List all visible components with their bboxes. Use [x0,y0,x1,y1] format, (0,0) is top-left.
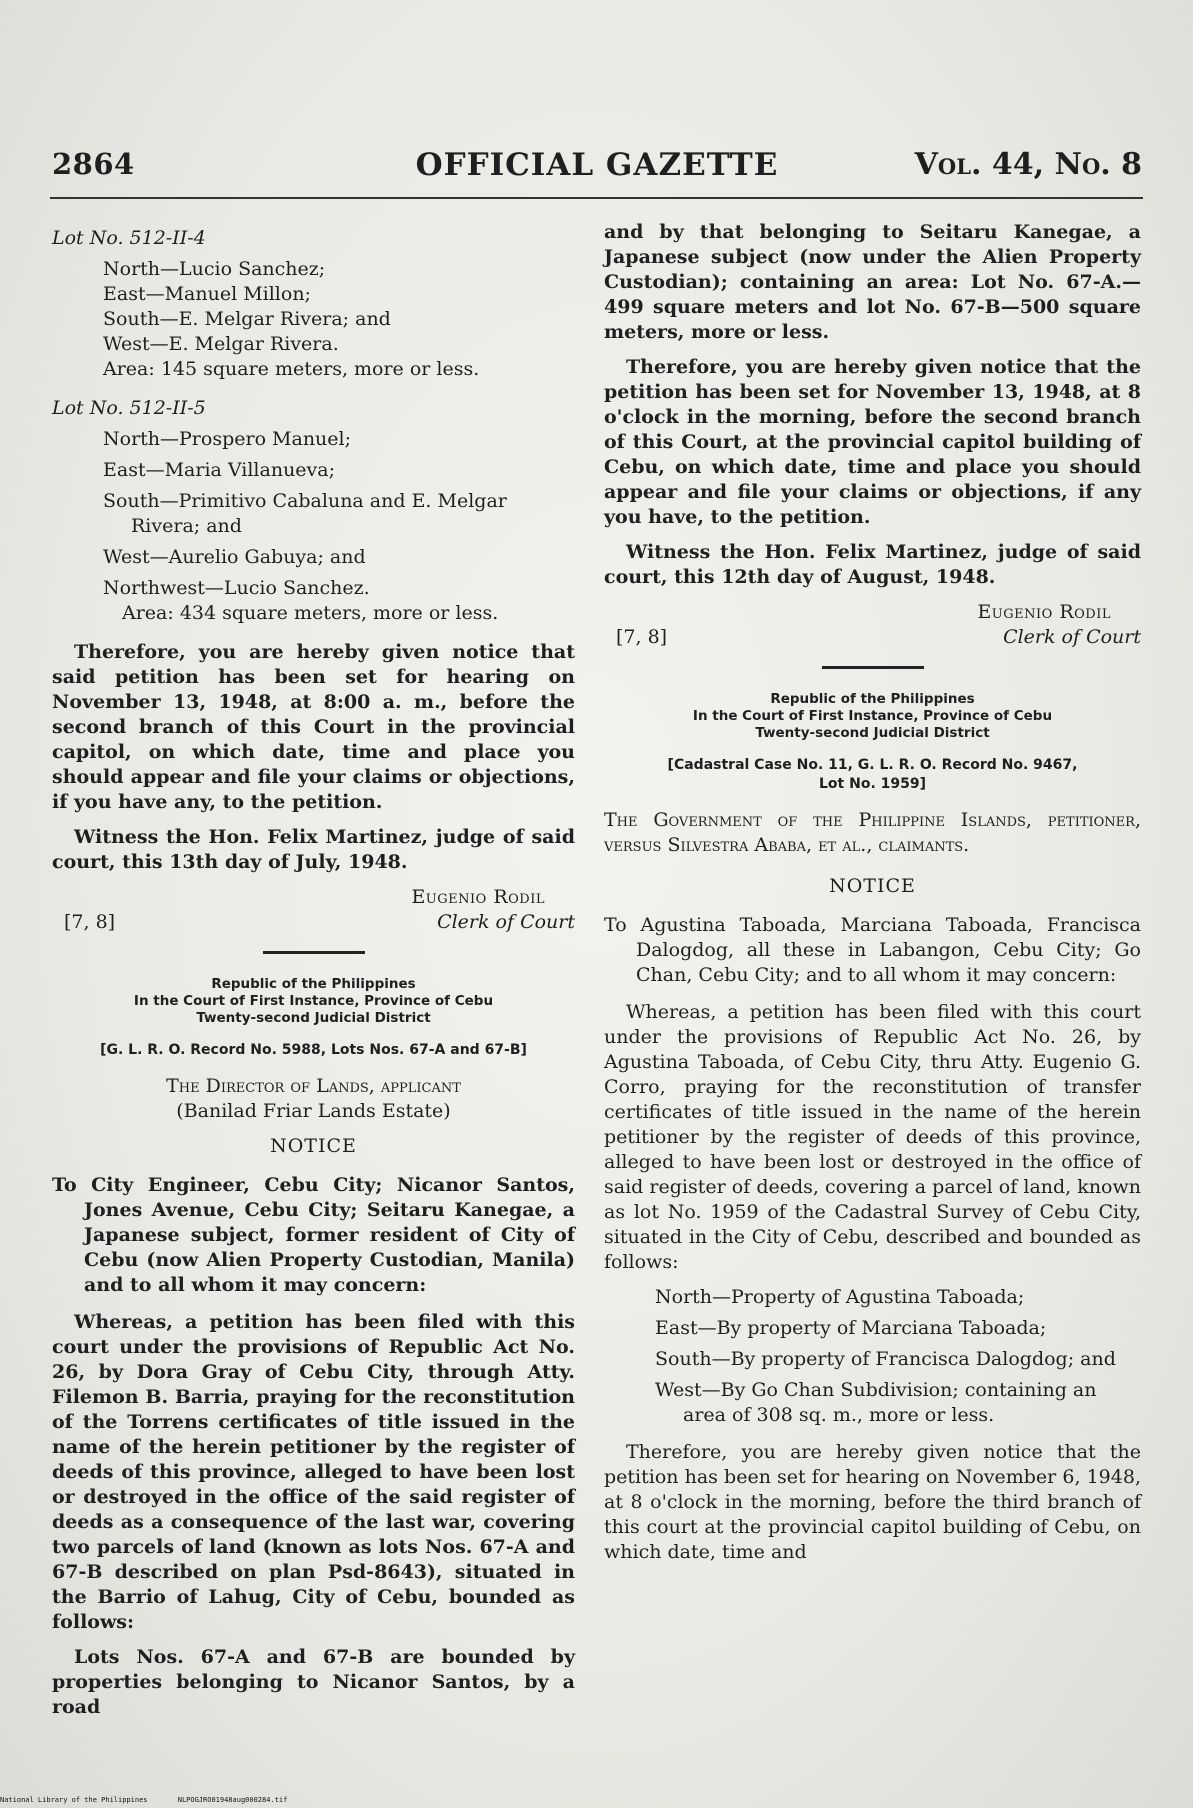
continuation-paragraph: and by that belonging to Seitaru Kanegae, a Japanese subject (now under the Alien Property Custodian); containing an area: Lot No. 67-A.—499 square meters and lot No. 67-B—500 square meters, more or less. [604,221,1141,343]
boundary-south: South—Primitivo Cabaluna and E. Melgar Rivera; and [103,490,507,537]
boundary-east: East—By property of Marciana Taboada; [655,1317,1047,1339]
issue-code: [7, 8] [616,626,668,648]
clerk-title: Clerk of Court [437,911,575,933]
right-column [604,220,1141,1575]
clerk-name: Eugenio Rodil [977,601,1111,623]
signature-block [604,600,1141,652]
boundary-north: North—Prospero Manuel; [103,428,352,450]
record-reference: Lot No. 1959] [819,776,926,792]
library-credit: National Library of the Philippines [0,1796,148,1804]
therefore-paragraph: Therefore, you are hereby given notice that the petition has been set for November 13, 1948, at 8 o'clock in the morning, before the second branch of this Court, at the provincial capitol building of Cebu, on which date, time and place you should appear and file your claims or objections, if any you have, to the petition. [604,356,1141,528]
whereas-paragraph: Whereas, a petition has been filed with this court under the provisions of Republic Act No. 26, by Agustina Taboada, of Cebu City, thru Atty. Eugenio G. Corro, praying for the reconstitution of transfer certificates of title issued in the name of the herein petitioner by the register of deeds of this province, alleged to have been lost or destroyed in the office of said register of deeds, covering a parcel of land, known as lot No. 1959 of the Cadastral Survey of Cebu City, situated in the City of Cebu, described and bounded as follows: [604,1001,1141,1273]
witness-paragraph: Witness the Hon. Felix Martinez, judge of said court, this 12th day of August, 1948. [604,541,1141,588]
case-parties: The Government of the Philippine Islands, petitioner, versus Silvestra Ababa, et al., claimants. [604,809,1141,856]
boundary-west: West—By Go Chan Subdivision; containing an area of 308 sq. m., more or less. [655,1379,1097,1426]
left-column [52,220,575,1730]
record-reference: [Cadastral Case No. 11, G. L. R. O. Record No. 9467, [667,757,1078,773]
scan-footer [0,1795,400,1805]
addressees: To City Engineer, Cebu City; Nicanor Santos, Jones Avenue, Cebu City; Seitaru Kanegae, a Japanese subject, former resident of City of Cebu (now Alien Property Custodian, Manila) and to all whom it may concern: [52,1174,575,1296]
therefore-paragraph: Therefore, you are hereby given notice that the petition has been set for hearing on November 6, 1948, at 8 o'clock in the morning, before the third branch of this court at the provincial capitol building of Cebu, on which date, time and [604,1441,1141,1563]
boundary-east: East—Maria Villanueva; [103,459,336,481]
boundary-east: East—Manuel Millon; [103,283,311,305]
page-header [52,147,1142,193]
lot-label: Lot No. 512-II-5 [52,397,206,419]
boundary-south: South—E. Melgar Rivera; and [103,308,391,330]
court-line: Republic of the Philippines [770,691,975,707]
boundary-west: West—E. Melgar Rivera. [103,333,339,355]
notice-heading: NOTICE [270,1135,357,1157]
court-line: In the Court of First Instance, Province of Cebu [692,708,1053,724]
signature-block [52,885,575,937]
boundary-north: North—Property of Agustina Taboada; [655,1286,1025,1308]
boundary-west: West—Aurelio Gabuya; and [103,546,366,568]
whereas-paragraph: Whereas, a petition has been filed with this court under the provisions of Republic Act No. 26, by Dora Gray of Cebu City, through Atty. Filemon B. Barria, praying for the reconstitution of the Torrens certificates of title issued in the name of the herein petitioner by the register of deeds of this province, alleged to have been lost or destroyed in the office of the said register of deeds as a consequence of the last war, covering two parcels of land (known as lots Nos. 67-A and 67-B described on plan Psd-8643), situated in the Barrio of Lahug, City of Cebu, bounded as follows: [52,1311,575,1633]
issue-code: [7, 8] [64,911,116,933]
therefore-paragraph: Therefore, you are hereby given notice that said petition has been set for hearing on November 13, 1948, at 8:00 a. m., before the second branch of this Court in the provincial capitol, on which date, time and place you should appear and file your claims or objections, if you have any, to the petition. [52,641,575,813]
section-divider [263,951,365,954]
page-number: 2864 [52,147,135,181]
witness-paragraph: Witness the Hon. Felix Martinez, judge of said court, this 13th day of July, 1948. [52,826,575,873]
clerk-name: Eugenio Rodil [411,886,545,908]
header-rule [50,197,1143,199]
addressees: To Agustina Taboada, Marciana Taboada, Francisca Dalogdog, all these in Labangon, Cebu City; Go Chan, Cebu City; and to all whom it may concern: [604,914,1141,986]
clerk-title: Clerk of Court [1003,626,1141,648]
boundary-northwest: Northwest—Lucio Sanchez. [103,577,370,599]
notice-heading: NOTICE [829,875,916,897]
court-line: Twenty-second Judicial District [755,725,990,741]
volume-number: Vol. 44, No. 8 [914,147,1142,182]
boundary-north: North—Lucio Sanchez; [103,258,326,280]
party-line: The Director of Lands, applicant [166,1075,461,1097]
scan-filename: NLPOGJRO01948aug000284.tif [177,1796,288,1804]
section-divider [822,666,924,669]
lot-area: Area: 434 square meters, more or less. [122,602,499,624]
boundary-south: South—By property of Francisca Dalogdog; and [655,1348,1116,1370]
court-line: Republic of the Philippines [211,976,416,992]
court-line: In the Court of First Instance, Province of Cebu [133,993,494,1009]
party-line: (Banilad Friar Lands Estate) [176,1100,451,1122]
record-reference: [G. L. R. O. Record No. 5988, Lots Nos. 67-A and 67-B] [100,1042,527,1058]
lot-label: Lot No. 512-II-4 [52,227,206,249]
publication-title: OFFICIAL GAZETTE [415,147,779,183]
court-line: Twenty-second Judicial District [196,1010,431,1026]
lots-paragraph: Lots Nos. 67-A and 67-B are bounded by properties belonging to Nicanor Santos, by a road [52,1646,575,1718]
lot-area: Area: 145 square meters, more or less. [103,358,480,380]
